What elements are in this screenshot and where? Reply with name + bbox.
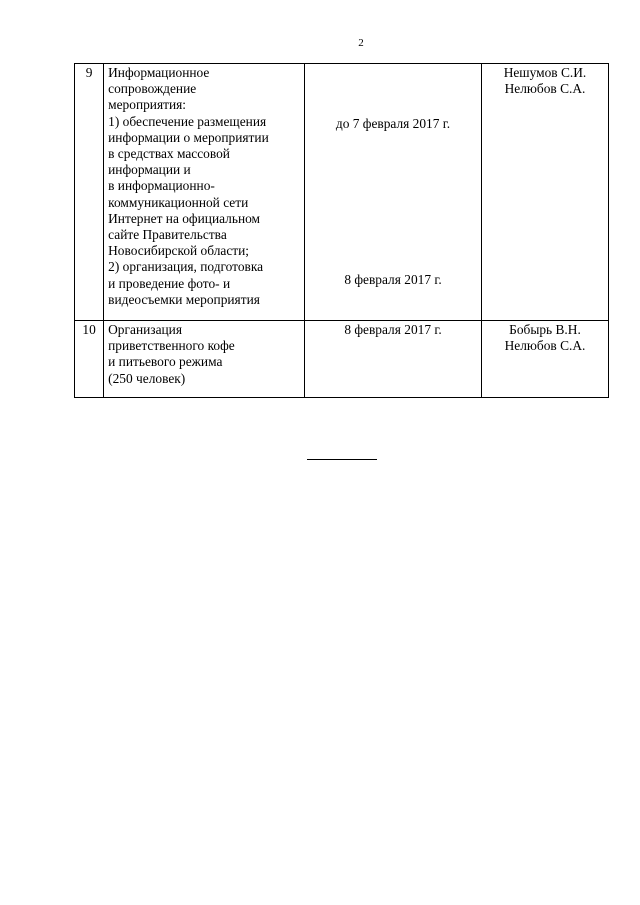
task-line: Организация: [108, 322, 182, 337]
task-line: 1) обеспечение размещения: [108, 113, 267, 129]
task-line: в информационно-: [108, 178, 215, 194]
responsible-person: Нелюбов С.А.: [504, 338, 586, 354]
task-line: мероприятия:: [108, 97, 187, 113]
responsible-cell: [481, 321, 608, 398]
task-line: видеосъемки мероприятия: [108, 291, 260, 307]
deadline-cell: [305, 321, 482, 398]
task-line: в средствах массовой: [108, 146, 230, 162]
table-row: [75, 321, 609, 398]
task-line: Новосибирской области;: [108, 243, 250, 259]
responsible-cell: [481, 64, 608, 321]
task-line: сайте Правительства: [108, 227, 227, 243]
deadline-date: до 7 февраля 2017 г.: [335, 116, 451, 131]
page-number: 2: [358, 37, 364, 49]
task-line: Информационное: [108, 65, 210, 80]
task-line: (250 человек): [108, 370, 186, 386]
table-row: [75, 64, 609, 321]
task-line: информации и: [108, 162, 191, 178]
task-description-cell: [104, 64, 305, 321]
deadline-date: 8 февраля 2017 г.: [344, 322, 442, 337]
task-line: информации о мероприятии: [108, 129, 269, 145]
responsible-person: Нешумов С.И.: [503, 65, 587, 80]
task-line: 2) организация, подготовка: [108, 259, 264, 275]
row-number-cell: 10: [75, 321, 104, 398]
task-line: и питьевого режима: [108, 354, 223, 370]
task-line: сопровождение: [108, 81, 197, 97]
task-line: приветственного кофе: [108, 338, 235, 354]
deadline-date: 8 февраля 2017 г.: [344, 272, 442, 287]
task-line: Интернет на официальном: [108, 210, 261, 226]
deadline-cell: [305, 64, 482, 321]
task-line: и проведение фото- и: [108, 275, 231, 291]
measures-table: [74, 63, 609, 398]
responsible-person: Нелюбов С.А.: [504, 81, 586, 97]
task-line: коммуникационной сети: [108, 194, 249, 210]
end-of-document-rule: [307, 459, 377, 460]
responsible-person: Бобырь В.Н.: [509, 322, 581, 337]
task-description-cell: [104, 321, 305, 398]
row-number-cell: 9: [75, 64, 104, 321]
